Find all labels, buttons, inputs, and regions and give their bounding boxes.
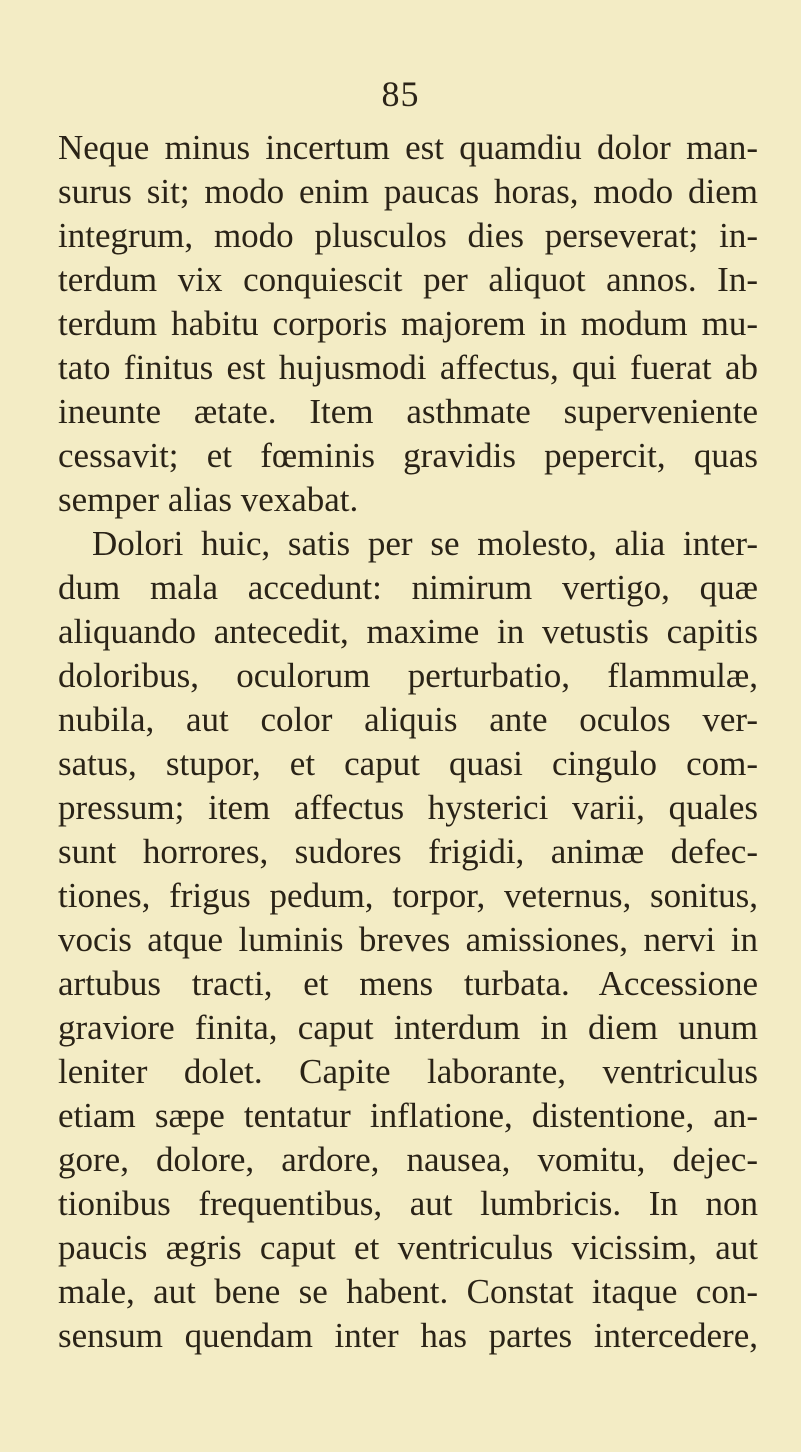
text-line: artubus tracti, et mens turbata. Accessione [58,964,758,1003]
text-line: Dolori huic, satis per se molesto, alia inter- [92,524,758,563]
text-line: semper alias vexabat. [58,480,359,519]
text-line: cessavit; et fœminis gravidis pepercit, quas [58,436,758,475]
text-line: sensum quendam inter has partes intercedere, [58,1316,758,1355]
text-line: graviore finita, caput interdum in diem unum [58,1008,758,1047]
text-line: paucis ægris caput et ventriculus vicissim, aut [58,1228,758,1267]
text-line: gore, dolore, ardore, nausea, vomitu, dejec- [58,1140,758,1179]
text-line: tionibus frequentibus, aut lumbricis. In non [58,1184,758,1223]
text-line: dum mala accedunt: nimirum vertigo, quæ [58,568,758,607]
text-line: terdum vix conquiescit per aliquot annos. In- [58,260,758,299]
text-line: Neque minus incertum est quamdiu dolor man- [58,128,758,167]
text-line: tiones, frigus pedum, torpor, veternus, sonitus, [58,876,758,915]
text-line: ineunte ætate. Item asthmate superveniente [58,392,758,431]
text-line: aliquando antecedit, maxime in vetustis capitis [58,612,758,651]
text-line: satus, stupor, et caput quasi cingulo com- [58,744,758,783]
text-line: vocis atque luminis breves amissiones, nervi in [58,920,758,959]
text-line: tato finitus est hujusmodi affectus, qui fuerat ab [58,348,758,387]
page-number: 85 [381,74,420,114]
text-line: surus sit; modo enim paucas horas, modo diem [58,172,758,211]
text-line: doloribus, oculorum perturbatio, flammulæ, [58,656,758,695]
text-line: sunt horrores, sudores frigidi, animæ defec- [58,832,758,871]
text-line: integrum, modo plusculos dies perseverat; in- [58,216,758,255]
text-line: nubila, aut color aliquis ante oculos ver- [58,700,758,739]
text-line: leniter dolet. Capite laborante, ventriculus [58,1052,758,1091]
text-line: pressum; item affectus hysterici varii, quales [58,788,758,827]
text-line: terdum habitu corporis majorem in modum mu- [58,304,758,343]
text-line: etiam sæpe tentatur inflatione, distentione, an- [58,1096,758,1135]
text-line: male, aut bene se habent. Constat itaque con- [58,1272,758,1311]
